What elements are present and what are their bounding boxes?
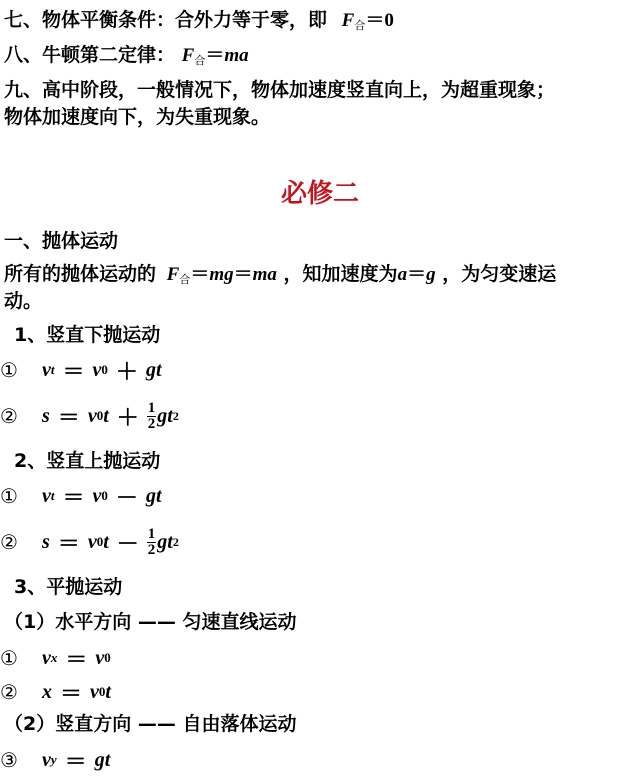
marker-3: ③ xyxy=(0,748,18,772)
force-symbol: F xyxy=(181,45,195,66)
t-subscript: t xyxy=(50,488,55,503)
x-subscript: x xyxy=(50,650,58,665)
net-subscript: 合 xyxy=(354,19,366,32)
section-title: 必修二 xyxy=(280,179,359,209)
squared-exponent: 2 xyxy=(172,534,179,549)
squared-exponent: 2 xyxy=(172,408,179,423)
t-subscript: t xyxy=(50,362,55,377)
plus-sign: ＋ xyxy=(115,358,138,384)
newton-second-law-line xyxy=(4,42,636,74)
condition-7-line xyxy=(4,7,636,39)
equation-vertical-velocity xyxy=(0,740,110,780)
subsection-vertical-down: 1、竖直下抛运动 xyxy=(14,324,161,346)
subsection-vertical-up: 2、竖直上抛运动 xyxy=(14,450,161,472)
zero-subscript: 0 xyxy=(101,488,108,503)
equals-sign: ＝ xyxy=(190,264,210,285)
v-symbol: v xyxy=(42,748,51,771)
equals-sign: ＝ xyxy=(62,484,85,510)
gravity-symbol: g xyxy=(426,264,436,285)
projectile-description-line-2: 动。 xyxy=(4,290,43,312)
v-symbol: v xyxy=(90,680,99,703)
mg-term: mg xyxy=(209,264,234,285)
projectile-heading: 一、抛体运动 xyxy=(4,230,119,252)
plus-sign: ＋ xyxy=(116,404,139,430)
equals-sign: ＝ xyxy=(233,264,253,285)
vertical-direction-line: （2）竖直方向 —— 自由落体运动 xyxy=(4,713,297,735)
subsection-horizontal-projectile: 3、平抛运动 xyxy=(14,576,123,598)
equals-sign: ＝ xyxy=(62,358,85,384)
gt-term: gt xyxy=(157,404,173,427)
equation-up-velocity xyxy=(0,476,162,516)
v-symbol: v xyxy=(87,530,97,553)
overweight-line-1: 九、高中阶段，一般情况下，物体加速度竖直向上，为超重现象； xyxy=(4,79,556,101)
t-symbol: t xyxy=(103,404,109,427)
marker-1: ① xyxy=(0,358,18,382)
equals-zero: ＝0 xyxy=(365,10,394,31)
equation-horizontal-displacement xyxy=(0,672,111,712)
gt-term: gt xyxy=(145,484,162,507)
marker-2: ② xyxy=(0,404,18,428)
equation-down-velocity xyxy=(0,350,162,390)
newton-law-text: 八、牛顿第二定律： xyxy=(4,44,176,66)
marker-1: ① xyxy=(0,646,18,670)
zero-subscript: 0 xyxy=(96,408,104,423)
gt-term: gt xyxy=(94,748,111,771)
marker-2: ② xyxy=(0,680,18,704)
equals-sign: ＝ xyxy=(205,45,225,66)
one-half-fraction xyxy=(147,401,157,432)
v-symbol: v xyxy=(87,404,97,427)
desc-suffix: ，为匀变速运 xyxy=(442,263,557,285)
fraction-denominator: 2 xyxy=(147,541,156,558)
s-symbol: s xyxy=(42,530,50,553)
fraction-numerator: 1 xyxy=(147,399,156,416)
v-symbol: v xyxy=(95,646,105,669)
s-symbol: s xyxy=(42,404,50,427)
zero-subscript: 0 xyxy=(104,650,111,665)
zero-subscript: 0 xyxy=(96,534,104,549)
equation-up-displacement xyxy=(0,522,179,562)
v-symbol: v xyxy=(42,646,51,669)
x-symbol: x xyxy=(42,680,52,703)
gt-term: gt xyxy=(145,358,162,381)
ma-term: ma xyxy=(252,264,277,285)
equals-sign: ＝ xyxy=(60,680,83,706)
t-symbol: t xyxy=(105,680,111,703)
equals-sign: ＝ xyxy=(57,404,80,430)
equals-sign: ＝ xyxy=(57,530,80,556)
overweight-line-2: 物体加速度向下，为失重现象。 xyxy=(4,106,271,128)
y-subscript: y xyxy=(50,752,57,767)
marker-2: ② xyxy=(0,530,18,554)
gt-term: gt xyxy=(157,530,173,553)
ma-term: ma xyxy=(224,45,249,66)
desc-middle: ，知加速度为 xyxy=(283,263,398,285)
net-subscript: 合 xyxy=(194,54,206,67)
net-subscript: 合 xyxy=(179,273,191,286)
minus-sign: － xyxy=(116,530,139,556)
condition-7-text: 七、物体平衡条件：合外力等于零，即 xyxy=(4,9,328,31)
horizontal-direction-line: （1）水平方向 —— 匀速直线运动 xyxy=(4,611,297,633)
zero-subscript: 0 xyxy=(101,362,108,377)
zero-subscript: 0 xyxy=(98,684,106,699)
marker-1: ① xyxy=(0,484,18,508)
fraction-denominator: 2 xyxy=(147,415,156,432)
v-symbol: v xyxy=(92,484,102,507)
equals-sign: ＝ xyxy=(407,264,427,285)
minus-sign: － xyxy=(115,484,138,510)
equation-down-displacement xyxy=(0,396,179,436)
force-symbol: F xyxy=(341,10,355,31)
t-symbol: t xyxy=(103,530,109,553)
equals-sign: ＝ xyxy=(65,646,88,672)
force-symbol: F xyxy=(166,264,180,285)
one-half-fraction xyxy=(147,527,157,558)
fraction-numerator: 1 xyxy=(147,525,156,542)
v-symbol: v xyxy=(42,358,51,381)
v-symbol: v xyxy=(92,358,102,381)
acceleration-symbol: a xyxy=(397,264,408,285)
desc-prefix: 所有的抛体运动的 xyxy=(4,263,157,285)
equals-sign: ＝ xyxy=(64,748,87,774)
v-symbol: v xyxy=(42,484,51,507)
